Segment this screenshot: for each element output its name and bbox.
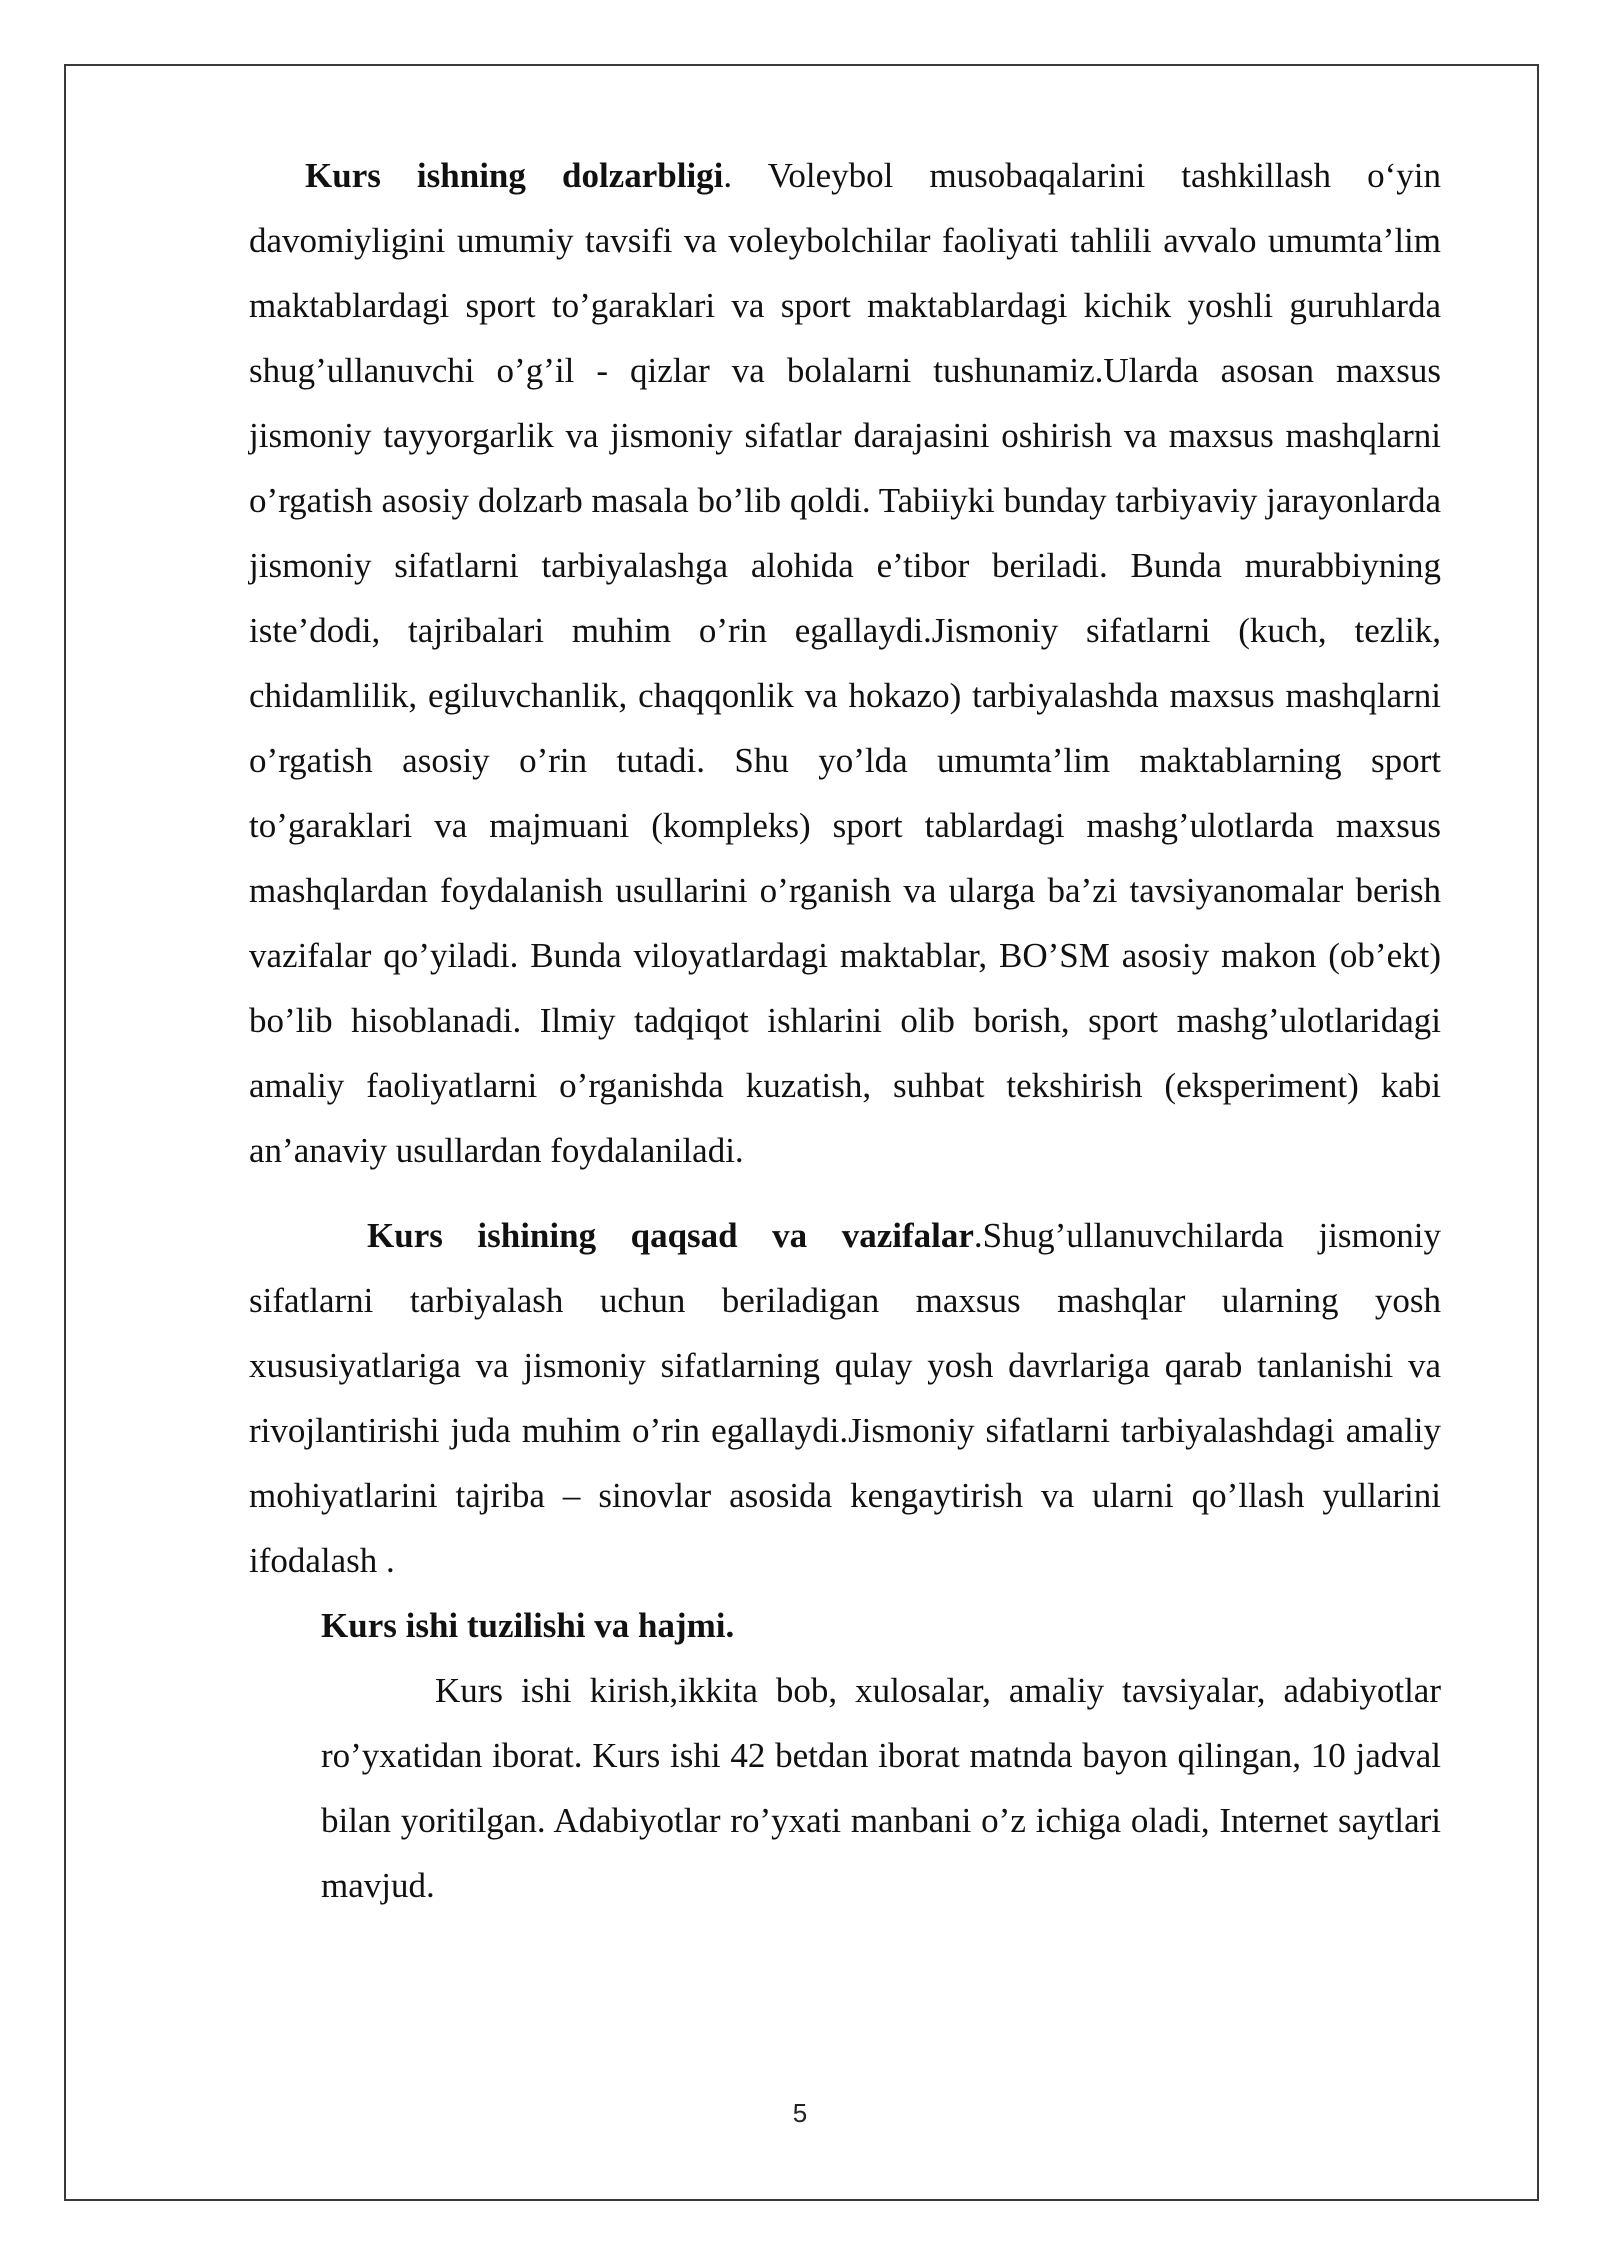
page-number: 5 [792, 2098, 808, 2128]
paragraph-goals [249, 1203, 1441, 1593]
goals-text: .Shug’ullanuvchilarda jismoniy sifatlarni tarbiyalash uchun beriladigan maxsus mashqlar ularning yosh xususiyatlariga va jismoniy sifatlarning qulay yosh davrlariga qarab tanlanishi va rivojlantirishi juda muhim o’rin egallaydi.Jismoniy sifatlarni tarbiyalashdagi amaliy mohiyatlarini tajriba – sinovlar asosida kengaytirish va ularni qo’llash yullarini ifodalash . [249, 1216, 1441, 1580]
structure-text: Kurs ishi kirish,ikkita bob, xulosalar, amaliy tavsiyalar, adabiyotlar ro’yxatidan iborat. Kurs ishi 42 betdan iborat matnda bayon qilingan, 10 jadval bilan yoritilgan. Adabiyotlar ro’yxati manbani o’z ichiga oladi, Internet saytlari mavjud. [321, 1671, 1441, 1905]
goals-heading: Kurs ishining qaqsad va vazifalar [367, 1216, 974, 1255]
document-body [249, 143, 1441, 1918]
paragraph-relevance [249, 143, 1441, 1183]
relevance-text: . Voleybol musobaqalarini tashkillash o‘yin davomiyligini umumiy tavsifi va voleybolchilar faoliyati tahlili avvalo umumta’lim maktablardagi sport to’garaklari va sport maktablardagi kichik yoshli guruhlarda shug’ullanuvchi o’g’il - qizlar va bolalarni tushunamiz.Ularda asosan maxsus jismoniy tayyorgarlik va jismoniy sifatlar darajasini oshirish va maxsus mashqlarni o’rgatish asosiy dolzarb masala bo’lib qoldi. Tabiiyki bunday tarbiyaviy jarayonlarda jismoniy sifatlarni tarbiyalashga alohida e’tibor beriladi. Bunda murabbiyning iste’dodi, tajribalari muhim o’rin egallaydi.Jismoniy sifatlarni (kuch, tezlik, chidamlilik, egiluvchanlik, chaqqonlik va hokazo) tarbiyalashda maxsus mashqlarni o’rgatish asosiy o’rin tutadi. Shu yo’lda umumta’lim maktablarning sport to’garaklari va majmuani (kompleks) sport tablardagi mashg’ulotlarda maxsus mashqlardan foydalanish usullarini o’rganish va ularga ba’zi tavsiyanomalar berish vazifalar qo’yiladi. Bunda viloyatlardagi maktablar, BO’SM asosiy makon (ob’ekt) bo’lib hisoblanadi. Ilmiy tadqiqot ishlarini olib borish, sport mashg’ulotlaridagi amaliy faoliyatlarni o’rganishda kuzatish, suhbat tekshirish (eksperiment) kabi an’anaviy usullardan foydalaniladi. [249, 156, 1441, 1170]
relevance-heading: Kurs ishning dolzarbligi [305, 156, 724, 195]
structure-heading: Kurs ishi tuzilishi va hajmi. [321, 1606, 735, 1645]
